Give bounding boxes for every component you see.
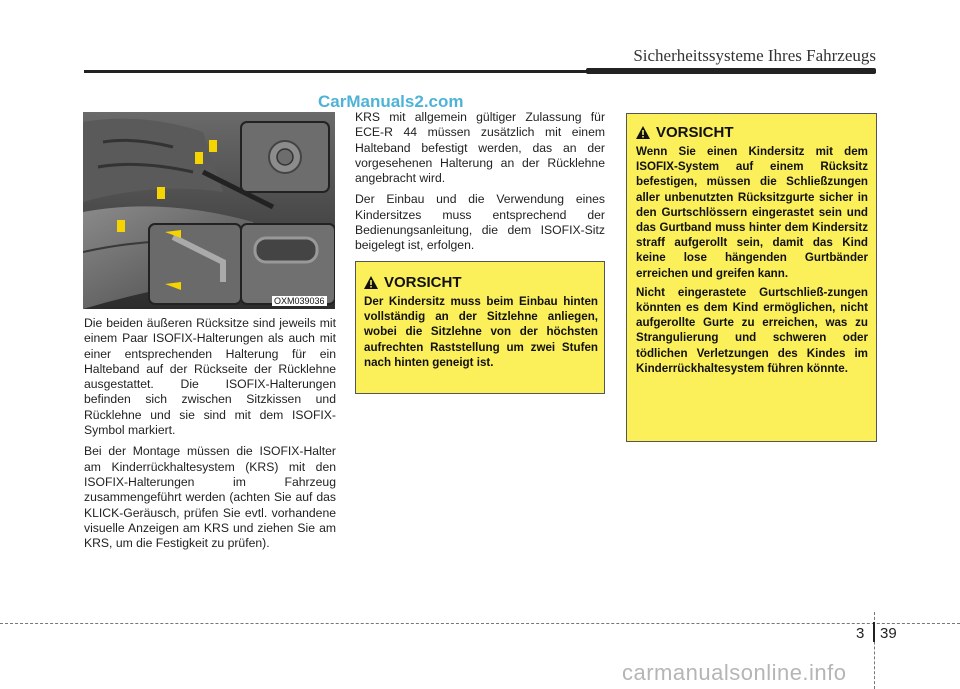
page-header-title: Sicherheitssysteme Ihres Fahrzeugs — [633, 46, 876, 65]
page-number: 39 — [880, 625, 897, 642]
isofix-marker-2 — [195, 152, 203, 164]
paragraph: KRS mit allgemein gültiger Zulassung für ECE-R 44 müssen zusätzlich mit einem Halteband befestigt werden, das an der vorgesehenen Halterung an der Rücklehne angebracht wird. — [355, 110, 605, 186]
column-2 — [355, 110, 605, 260]
warning-title: VORSICHT — [656, 124, 734, 141]
anchor-inset-1 — [149, 224, 241, 304]
paragraph: Bei der Montage müssen die ISOFIX-Halter am Kinderrückhaltesystem (KRS) mit den ISOFIX-Halterungen im Fahrzeug zusammengeführt werden (achten Sie auf das KLICK-Geräusch, prüfen Sie evtl. vorhandene visuelle Anzeigen am KRS und ziehen Sie am KRS, um die Festigkeit zu prüfen). — [84, 444, 336, 551]
isofix-marker-3 — [209, 140, 217, 152]
chapter-number: 3 — [856, 625, 865, 642]
header-rule-accent — [586, 68, 876, 74]
isofix-seat-photo — [83, 112, 335, 309]
warning-text: Nicht eingerastete Gurtschließ-zungen könnten es dem Kind ermöglichen, nicht aufgerollte Gurte zu erreichen, was zu Strangulierung und schweren oder tödlichen Verletzungen des Kindes im Kinderrückhaltesystem führen könnte. — [636, 285, 868, 375]
column-1 — [84, 316, 336, 557]
paragraph: Die beiden äußeren Rücksitze sind jeweils mit einem Paar ISOFIX-Halterungen als auch mit einer entsprechenden Halterung für ein Halteband auf der Rückseite der Rücklehne ausgestattet. Die ISOFIX-Halterungen befinden sich zwischen Sitzkissen und Rücklehne und sie sind mit dem ISOFIX-Symbol markiert. — [84, 316, 336, 438]
watermark-link-top[interactable]: CarManuals2.com — [318, 92, 464, 111]
anchor-inset-2 — [241, 224, 335, 304]
warning-box-2 — [626, 113, 877, 442]
warning-triangle-icon — [636, 126, 650, 139]
footer-rule — [0, 623, 960, 624]
watermark-link-bottom[interactable]: carmanualsonline.info — [622, 660, 847, 685]
paragraph: Der Einbau und die Verwendung eines Kindersitzes muss entsprechend der Bedienungsanleitung, die dem ISOFIX-Sitz beigelegt ist, erfolgen. — [355, 192, 605, 253]
page-number-separator — [873, 622, 875, 642]
warning-text: Der Kindersitz muss beim Einbau hinten vollständig an der Sitzlehne anliegen, wobei die Sitzlehne von der höchsten aufrechten Raststellung um zwei Stufen nach hinten geneigt ist. — [364, 295, 598, 369]
warning-title: VORSICHT — [384, 274, 462, 291]
warning-text: Wenn Sie einen Kindersitz mit dem ISOFIX-System auf einem Rücksitz befestigen, müssen die Schließzungen aller unbenutzten Rücksitzgurte sicher in den Gurtschlössern eingerastet sein und das Gurtband muss hinter dem Kindersitz straff aufgerollt sein, damit das Kind keine lose hängenden Gurtbänder erreichen und greifen kann. — [636, 145, 868, 280]
warning-box-1 — [355, 261, 605, 394]
warning-triangle-icon — [364, 276, 378, 289]
seat-illustration — [83, 112, 335, 309]
figure-code: OXM039036 — [274, 296, 325, 306]
isofix-marker-1 — [157, 187, 165, 199]
isofix-marker-4 — [117, 220, 125, 232]
